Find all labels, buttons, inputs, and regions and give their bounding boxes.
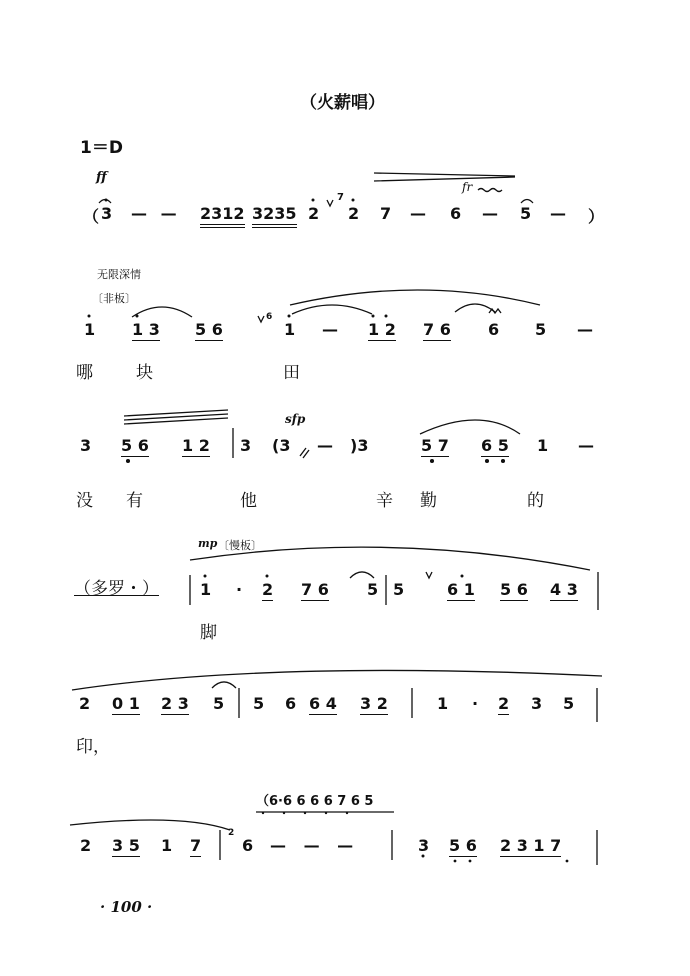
note-group: 2312 xyxy=(200,204,245,228)
lyric: 辛 xyxy=(376,491,393,511)
tempo-mark: 〔非板〕 xyxy=(92,292,136,305)
note: 6 xyxy=(450,204,462,223)
note-group: 7 6 xyxy=(301,580,329,599)
mordent xyxy=(489,309,501,313)
dot: · xyxy=(236,580,243,599)
slur xyxy=(290,290,540,305)
note: 5 xyxy=(213,694,225,713)
note: 3 xyxy=(240,436,252,455)
slur xyxy=(132,307,192,317)
slur xyxy=(72,670,602,690)
note: 3 xyxy=(418,836,430,855)
note: 2 xyxy=(80,836,92,855)
note-group: 5 6 xyxy=(500,580,528,599)
note: 1 xyxy=(84,320,96,339)
note: 1 xyxy=(437,694,449,713)
dash: — xyxy=(482,204,498,223)
lyric: 他 xyxy=(240,491,257,511)
note-group: 5 6 xyxy=(195,320,223,339)
note: 1 xyxy=(537,436,549,455)
note-group: 1 3 xyxy=(132,320,160,339)
note-group: 6 4 xyxy=(309,694,337,713)
dot: · xyxy=(472,694,479,713)
note: 2 xyxy=(262,580,274,599)
note-group: 1 2 xyxy=(368,320,396,339)
note: 6 xyxy=(488,320,500,339)
slur xyxy=(212,682,236,688)
note-group: 3 5 xyxy=(112,836,140,855)
grace-note: 6 xyxy=(266,312,273,322)
note-group: 2 3 xyxy=(161,694,189,713)
note: 2 xyxy=(348,204,360,223)
note: 5 xyxy=(367,580,379,599)
note: 2 xyxy=(308,204,320,223)
slur xyxy=(350,572,374,578)
note: 3 xyxy=(101,204,113,223)
lyric: 没 xyxy=(76,491,93,511)
fermata xyxy=(521,200,533,204)
note: 1 xyxy=(161,836,173,855)
song-title: （火薪唱） xyxy=(300,93,385,113)
upper-voice: （6·6 6 6 6 7 6 5 xyxy=(256,794,374,809)
note: 2 xyxy=(79,694,91,713)
slur xyxy=(292,305,372,314)
dash: — xyxy=(577,320,593,339)
breath-mark xyxy=(327,200,333,206)
dynamic-mp: mp xyxy=(198,537,218,550)
note: 6 xyxy=(242,836,254,855)
note: 3 xyxy=(80,436,92,455)
dynamic-sfp: sfp xyxy=(285,412,306,426)
note: 1 xyxy=(284,320,296,339)
lyric: 哪 xyxy=(76,363,93,383)
lyric: 有 xyxy=(126,491,143,511)
lyric: 的 xyxy=(527,491,544,511)
breath-mark xyxy=(426,572,432,578)
lyric: 田 xyxy=(283,363,300,383)
dynamic-ff: ff xyxy=(96,170,107,185)
tremolo xyxy=(300,448,309,458)
note: 5 xyxy=(520,204,532,223)
note-group: 5 6 xyxy=(121,436,149,455)
breath-mark xyxy=(258,316,264,322)
note: 5 xyxy=(393,580,405,599)
open-paren: （ xyxy=(83,207,100,226)
lyric: 块 xyxy=(136,363,153,383)
note-group: 6 1 xyxy=(447,580,475,599)
trill-mark: fr xyxy=(462,180,473,194)
note: 7 xyxy=(380,204,392,223)
note-group: 0 1 xyxy=(112,694,140,713)
note-group: 3 2 xyxy=(360,694,388,713)
dash: — xyxy=(410,204,426,223)
expression-mark: 无限深情 xyxy=(97,268,141,281)
note: 1 xyxy=(200,580,212,599)
note-group: 2 3 1 7 xyxy=(500,836,562,855)
dash: — xyxy=(550,204,566,223)
note: (3 xyxy=(272,436,291,455)
page-number: · 100 · xyxy=(100,898,153,916)
note: 5 xyxy=(535,320,547,339)
dash: — — — xyxy=(270,836,360,855)
note: 2 xyxy=(498,694,510,713)
lyric: 脚 xyxy=(200,623,217,643)
note-group: 4 3 xyxy=(550,580,578,599)
note-group: 3235 xyxy=(252,204,297,228)
key-signature: 1＝D xyxy=(80,138,123,158)
note-group: 1 2 xyxy=(182,436,210,455)
note-group: 7 6 xyxy=(423,320,451,339)
note: 3 xyxy=(531,694,543,713)
note-group: 5 7 xyxy=(421,436,449,455)
note-group: 6 5 xyxy=(481,436,509,455)
slur xyxy=(420,420,520,434)
dash: — xyxy=(317,436,333,455)
trill-wavy xyxy=(478,189,502,192)
note: 5 xyxy=(563,694,575,713)
close-paren: ） xyxy=(588,207,605,226)
tempo-mark: 〔慢板〕 xyxy=(218,539,262,552)
dash: — xyxy=(578,436,594,455)
note: 7 xyxy=(190,836,202,855)
lyric: 勤 xyxy=(420,491,437,511)
crescendo-lines xyxy=(124,410,228,424)
note-group: 5 6 xyxy=(449,836,477,855)
dash: — — xyxy=(131,204,181,223)
slur xyxy=(455,304,495,312)
slur xyxy=(190,547,590,570)
slur xyxy=(70,820,230,830)
grace-note: 2 xyxy=(228,828,235,838)
dash: — xyxy=(322,320,338,339)
decrescendo-hairpin xyxy=(374,173,515,181)
note: 5 xyxy=(253,694,265,713)
interlude-label: （多罗・） xyxy=(74,579,159,599)
lyric: 印， xyxy=(76,737,110,757)
grace-note: 7 xyxy=(337,192,344,203)
note: )3 xyxy=(350,436,369,455)
note: 6 xyxy=(285,694,297,713)
